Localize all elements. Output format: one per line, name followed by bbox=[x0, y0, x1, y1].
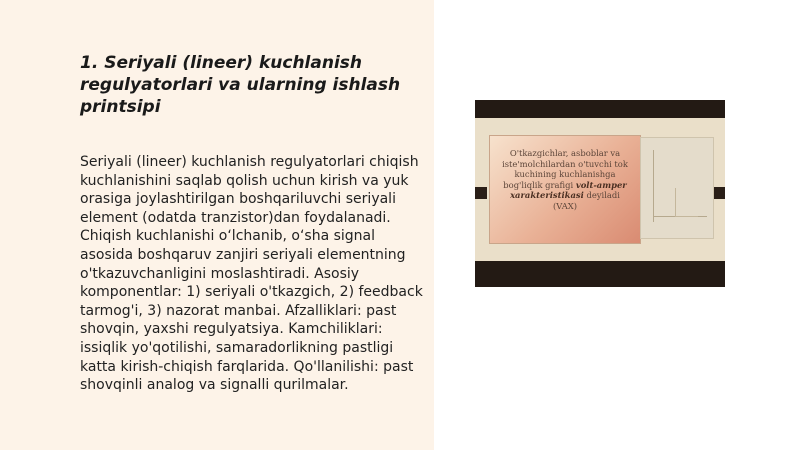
image-right-bar bbox=[713, 187, 725, 199]
slide-image bbox=[475, 100, 725, 287]
image-caption bbox=[490, 136, 640, 212]
image-left-bar bbox=[475, 187, 487, 199]
image-caption-card bbox=[489, 135, 641, 244]
slide-heading: 1. Seriyali (lineer) kuchlanish regulyatorlari va ularning ishlash printsipi bbox=[80, 53, 401, 117]
slide-body-text: Seriyali (lineer) kuchlanish regulyatorlari chiqish kuchlanishini saqlab qolish uchun kirish va yuk orasiga joylashtirilgan boshqariluvchi seriyali element (odatda tranzistor)dan foydalanadi. Chiqish kuchlanishi o‘lchanib, o‘sha signal asosida boshqaruv zanjiri seriyali elementning o'tkazuvchanligini moslashtiradi. Asosiy komponentlar: 1) seriyali o'tkazgich, 2) feedback tarmog'i, 3) nazorat manbai. Afzalliklari: past shovqin, yaxshi regulyatsiya. Kamchiliklari: issiqlik yo'qotilishi, samaradorlikning pastligi katta kirish-chiqish farqlarida. Qo'llanilishi: past shovqinli analog va signalli qurilmalar. bbox=[80, 154, 423, 394]
graph-curve bbox=[675, 188, 698, 217]
image-caption-emphasis: volt-amper xarakteristikasi bbox=[510, 179, 627, 201]
image-top-band bbox=[475, 100, 725, 118]
image-bottom-band bbox=[475, 261, 725, 287]
graph-y-axis bbox=[653, 150, 654, 222]
image-caption-part1: O'tkazgichlar, asboblar va iste'molchilardan o'tuvchi tok kuchining kuchlanishga bog'liqlik grafigi bbox=[502, 148, 628, 190]
image-graph-card bbox=[640, 137, 714, 239]
image-caption-part2: deyiladi (VAX) bbox=[552, 190, 620, 211]
